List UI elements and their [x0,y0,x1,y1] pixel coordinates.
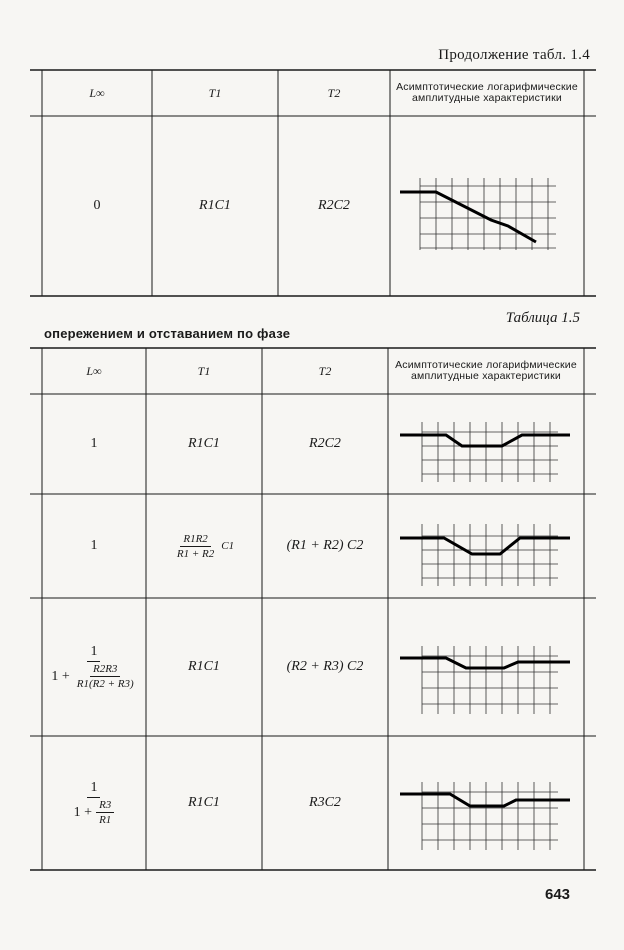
t15-row3-l-den-den: R1(R2 + R3) [76,678,134,690]
t15-row1-asymptotic-plot [394,402,578,488]
t14-header-l-inf: L∞ [89,85,105,100]
t15-header-characteristics: Асимптотические логарифмические амплитудные характеристики [395,359,577,382]
t15-row2-l-inf: 1 [90,538,98,553]
table-1-5-title: Таблица 1.5 [505,310,580,326]
t15-row4-t1: R1C1 [188,795,220,810]
t15-row2-t1-den: R1 + R2 [176,547,215,560]
t14-row-t2: R2C2 [318,198,350,213]
t15-row3-t1: R1C1 [188,659,220,674]
t14-row-t1: R1C1 [199,198,231,213]
t14-row-l-inf: 0 [93,198,101,213]
t15-row4-l-den-num: R3 [96,799,114,813]
t15-row4-t2: R3C2 [309,795,341,810]
t15-row1-l-inf: 1 [90,436,98,451]
t15-row4-l-num: 1 [87,780,100,798]
page-number: 643 [545,886,571,903]
t15-row4-l-den-prefix: 1 + [73,804,93,820]
t15-row2-t1-mult: C1 [221,540,235,552]
t15-row2-t2: (R1 + R2) C2 [286,538,364,553]
t15-row3-l-inf [42,598,146,736]
t15-row2-t1-num: R1R2 [180,533,210,547]
t14-header-t2: T2 [327,85,341,100]
t15-row3-t2: (R2 + R3) C2 [286,659,364,674]
table-1-5-subtitle: опережением и отставанием по фазе [44,326,291,341]
t15-row3-asymptotic-plot [394,624,578,720]
t15-header-l-inf: L∞ [86,363,102,378]
t15-row3-l-den-num: R2R3 [90,663,120,677]
t14-header-characteristics: Асимптотические логарифмические амплитудные характеристики [396,81,578,104]
t15-row3-l-num: 1 [87,644,100,662]
t15-header-t1: T1 [197,363,211,378]
t15-row3-l-den-prefix: 1 + [51,668,70,684]
continuation-title: Продолжение табл. 1.4 [438,47,590,63]
t15-row1-t2: R2C2 [309,436,341,451]
t15-row4-l-inf [42,736,146,870]
t15-row4-asymptotic-plot [394,760,578,856]
t14-header-t1: T1 [208,85,222,100]
t14-asymptotic-plot [396,158,576,258]
t15-row2-asymptotic-plot [394,502,578,592]
t15-row2-t1 [146,494,262,598]
t15-header-t2: T2 [318,363,332,378]
t15-row4-l-den-den: R1 [99,814,112,826]
t15-row1-t1: R1C1 [188,436,220,451]
